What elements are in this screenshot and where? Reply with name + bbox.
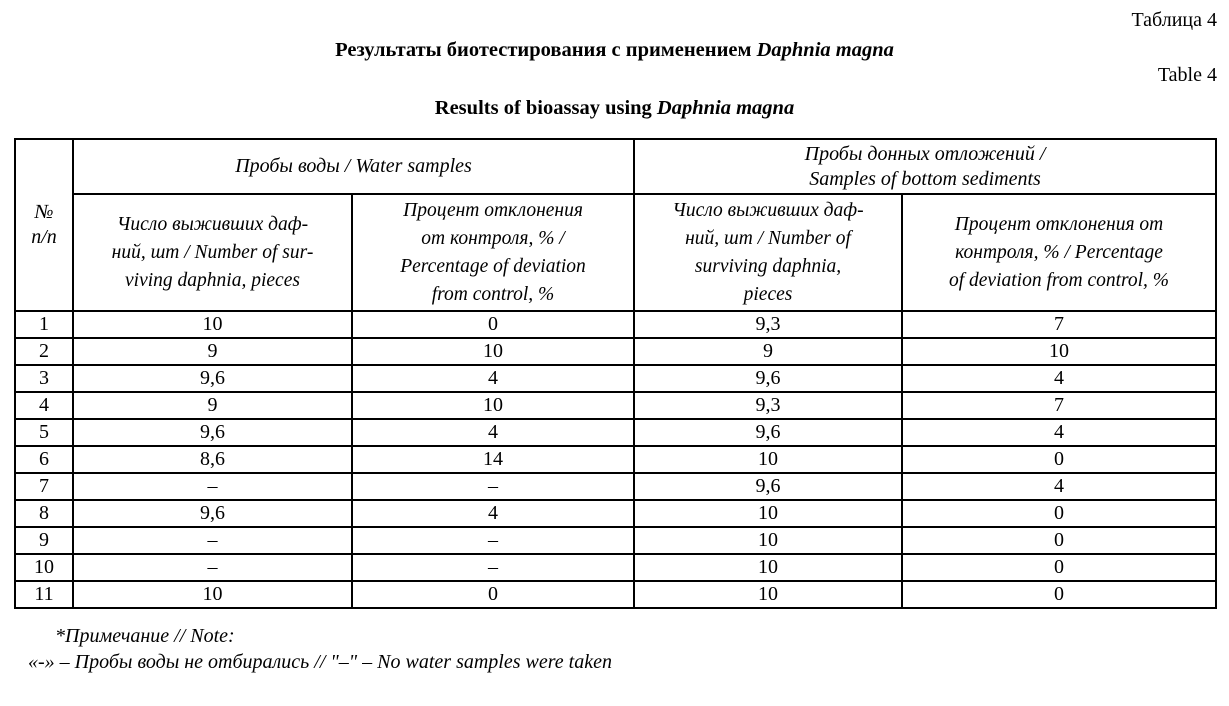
- sediment-deviation-cell: 0: [902, 446, 1216, 473]
- water-survivors-cell: –: [73, 554, 352, 581]
- sediment-deviation-cell: 0: [902, 500, 1216, 527]
- table-row: [15, 500, 1216, 527]
- water-deviation-cell: 0: [352, 581, 634, 608]
- water-deviation-cell: 4: [352, 500, 634, 527]
- table-row: [15, 473, 1216, 500]
- table-row: [15, 311, 1216, 338]
- sediment-survivors-cell: 10: [634, 554, 902, 581]
- group-header-row: [15, 139, 1216, 194]
- title-en: [0, 96, 1229, 121]
- sediment-survivors-line1: Число выживших даф-: [672, 199, 864, 221]
- row-number: 1: [15, 311, 73, 338]
- title-ru-text: Результаты биотестирования с применением: [335, 39, 757, 61]
- group-header-water: Пробы воды / Water samples: [73, 139, 634, 194]
- title-en-text: Results of bioassay using: [434, 97, 657, 119]
- row-number: 3: [15, 365, 73, 392]
- water-deviation-line1: Процент отклонения: [403, 199, 583, 221]
- footnotes: [0, 624, 1229, 675]
- water-deviation-cell: –: [352, 554, 634, 581]
- table-label-ru: Таблица 4: [1131, 9, 1217, 31]
- row-number: 11: [15, 581, 73, 608]
- water-survivors-cell: 9,6: [73, 419, 352, 446]
- col-header-sediment-survivors: [634, 194, 902, 311]
- row-number: 7: [15, 473, 73, 500]
- row-number: 10: [15, 554, 73, 581]
- sediment-deviation-line2: контроля, % / Percentage: [955, 241, 1163, 263]
- water-survivors-cell: –: [73, 527, 352, 554]
- water-deviation-cell: 4: [352, 365, 634, 392]
- sediment-survivors-cell: 10: [634, 446, 902, 473]
- water-survivors-cell: 8,6: [73, 446, 352, 473]
- water-deviation-cell: 4: [352, 419, 634, 446]
- water-survivors-cell: 10: [73, 581, 352, 608]
- sediment-deviation-cell: 7: [902, 392, 1216, 419]
- sediment-survivors-cell: 9,6: [634, 473, 902, 500]
- sediment-deviation-cell: 7: [902, 311, 1216, 338]
- water-survivors-cell: 10: [73, 311, 352, 338]
- row-number: 8: [15, 500, 73, 527]
- water-deviation-cell: 10: [352, 392, 634, 419]
- sediment-deviation-cell: 4: [902, 473, 1216, 500]
- bioassay-results-table: [14, 138, 1217, 609]
- col-header-water-survivors: [73, 194, 352, 311]
- water-survivors-cell: –: [73, 473, 352, 500]
- table-label-en: Table 4: [1157, 64, 1217, 86]
- species-name-en: Daphnia magna: [656, 97, 795, 119]
- sediment-deviation-cell: 0: [902, 581, 1216, 608]
- sediment-deviation-cell: 4: [902, 419, 1216, 446]
- water-deviation-cell: –: [352, 473, 634, 500]
- sediment-survivors-cell: 9,3: [634, 392, 902, 419]
- water-survivors-cell: 9: [73, 338, 352, 365]
- note-dash-explanation: «-» – Пробы воды не отбирались // "–" – No water samples were taken: [28, 651, 612, 673]
- table-row: [15, 338, 1216, 365]
- sediment-survivors-line3: surviving daphnia,: [694, 255, 842, 277]
- group-header-sediment-line2: Samples of bottom sediments: [809, 167, 1041, 190]
- water-survivors-line3: viving daphnia, pieces: [125, 269, 300, 291]
- col-header-number-line1: №: [34, 201, 54, 223]
- water-deviation-line2: от контроля, % /: [421, 227, 565, 249]
- table-row: [15, 419, 1216, 446]
- sediment-survivors-cell: 10: [634, 527, 902, 554]
- water-survivors-line2: ний, шт / Number of sur-: [111, 241, 314, 263]
- table-row: [15, 392, 1216, 419]
- row-number: 2: [15, 338, 73, 365]
- table-row: [15, 581, 1216, 608]
- water-survivors-cell: 9: [73, 392, 352, 419]
- group-header-sediment-line1: Пробы донных отложений /: [804, 142, 1046, 165]
- table-row: [15, 527, 1216, 554]
- row-number: 6: [15, 446, 73, 473]
- water-deviation-line4: from control, %: [431, 283, 555, 305]
- row-number: 4: [15, 392, 73, 419]
- water-deviation-cell: –: [352, 527, 634, 554]
- note-title: *Примечание // Note:: [55, 625, 235, 647]
- sediment-survivors-cell: 10: [634, 500, 902, 527]
- sediment-survivors-line4: pieces: [743, 283, 793, 305]
- table-row: [15, 554, 1216, 581]
- water-deviation-cell: 0: [352, 311, 634, 338]
- sediment-survivors-cell: 9: [634, 338, 902, 365]
- table-row: [15, 446, 1216, 473]
- water-survivors-cell: 9,6: [73, 365, 352, 392]
- sediment-survivors-cell: 10: [634, 581, 902, 608]
- row-number: 9: [15, 527, 73, 554]
- sediment-survivors-cell: 9,6: [634, 419, 902, 446]
- water-deviation-line3: Percentage of deviation: [400, 255, 586, 277]
- water-survivors-cell: 9,6: [73, 500, 352, 527]
- species-name-ru: Daphnia magna: [756, 39, 894, 61]
- row-number: 5: [15, 419, 73, 446]
- sediment-deviation-line3: of deviation from control, %: [948, 269, 1170, 291]
- sediment-survivors-line2: ний, шт / Number of: [685, 227, 851, 249]
- sediment-deviation-cell: 4: [902, 365, 1216, 392]
- sediment-deviation-line1: Процент отклонения от: [954, 213, 1164, 235]
- col-header-sediment-deviation: [902, 194, 1216, 311]
- water-deviation-cell: 14: [352, 446, 634, 473]
- sub-header-row: [15, 194, 1216, 311]
- group-header-sediment: [634, 139, 1216, 194]
- sediment-deviation-cell: 10: [902, 338, 1216, 365]
- col-header-number-line2: п/п: [31, 226, 57, 248]
- title-ru: [0, 38, 1229, 63]
- water-deviation-cell: 10: [352, 338, 634, 365]
- sediment-survivors-cell: 9,6: [634, 365, 902, 392]
- col-header-number: [15, 139, 73, 311]
- sediment-deviation-cell: 0: [902, 527, 1216, 554]
- water-survivors-line1: Число выживших даф-: [116, 213, 309, 235]
- sediment-deviation-cell: 0: [902, 554, 1216, 581]
- col-header-water-deviation: [352, 194, 634, 311]
- table-row: [15, 365, 1216, 392]
- sediment-survivors-cell: 9,3: [634, 311, 902, 338]
